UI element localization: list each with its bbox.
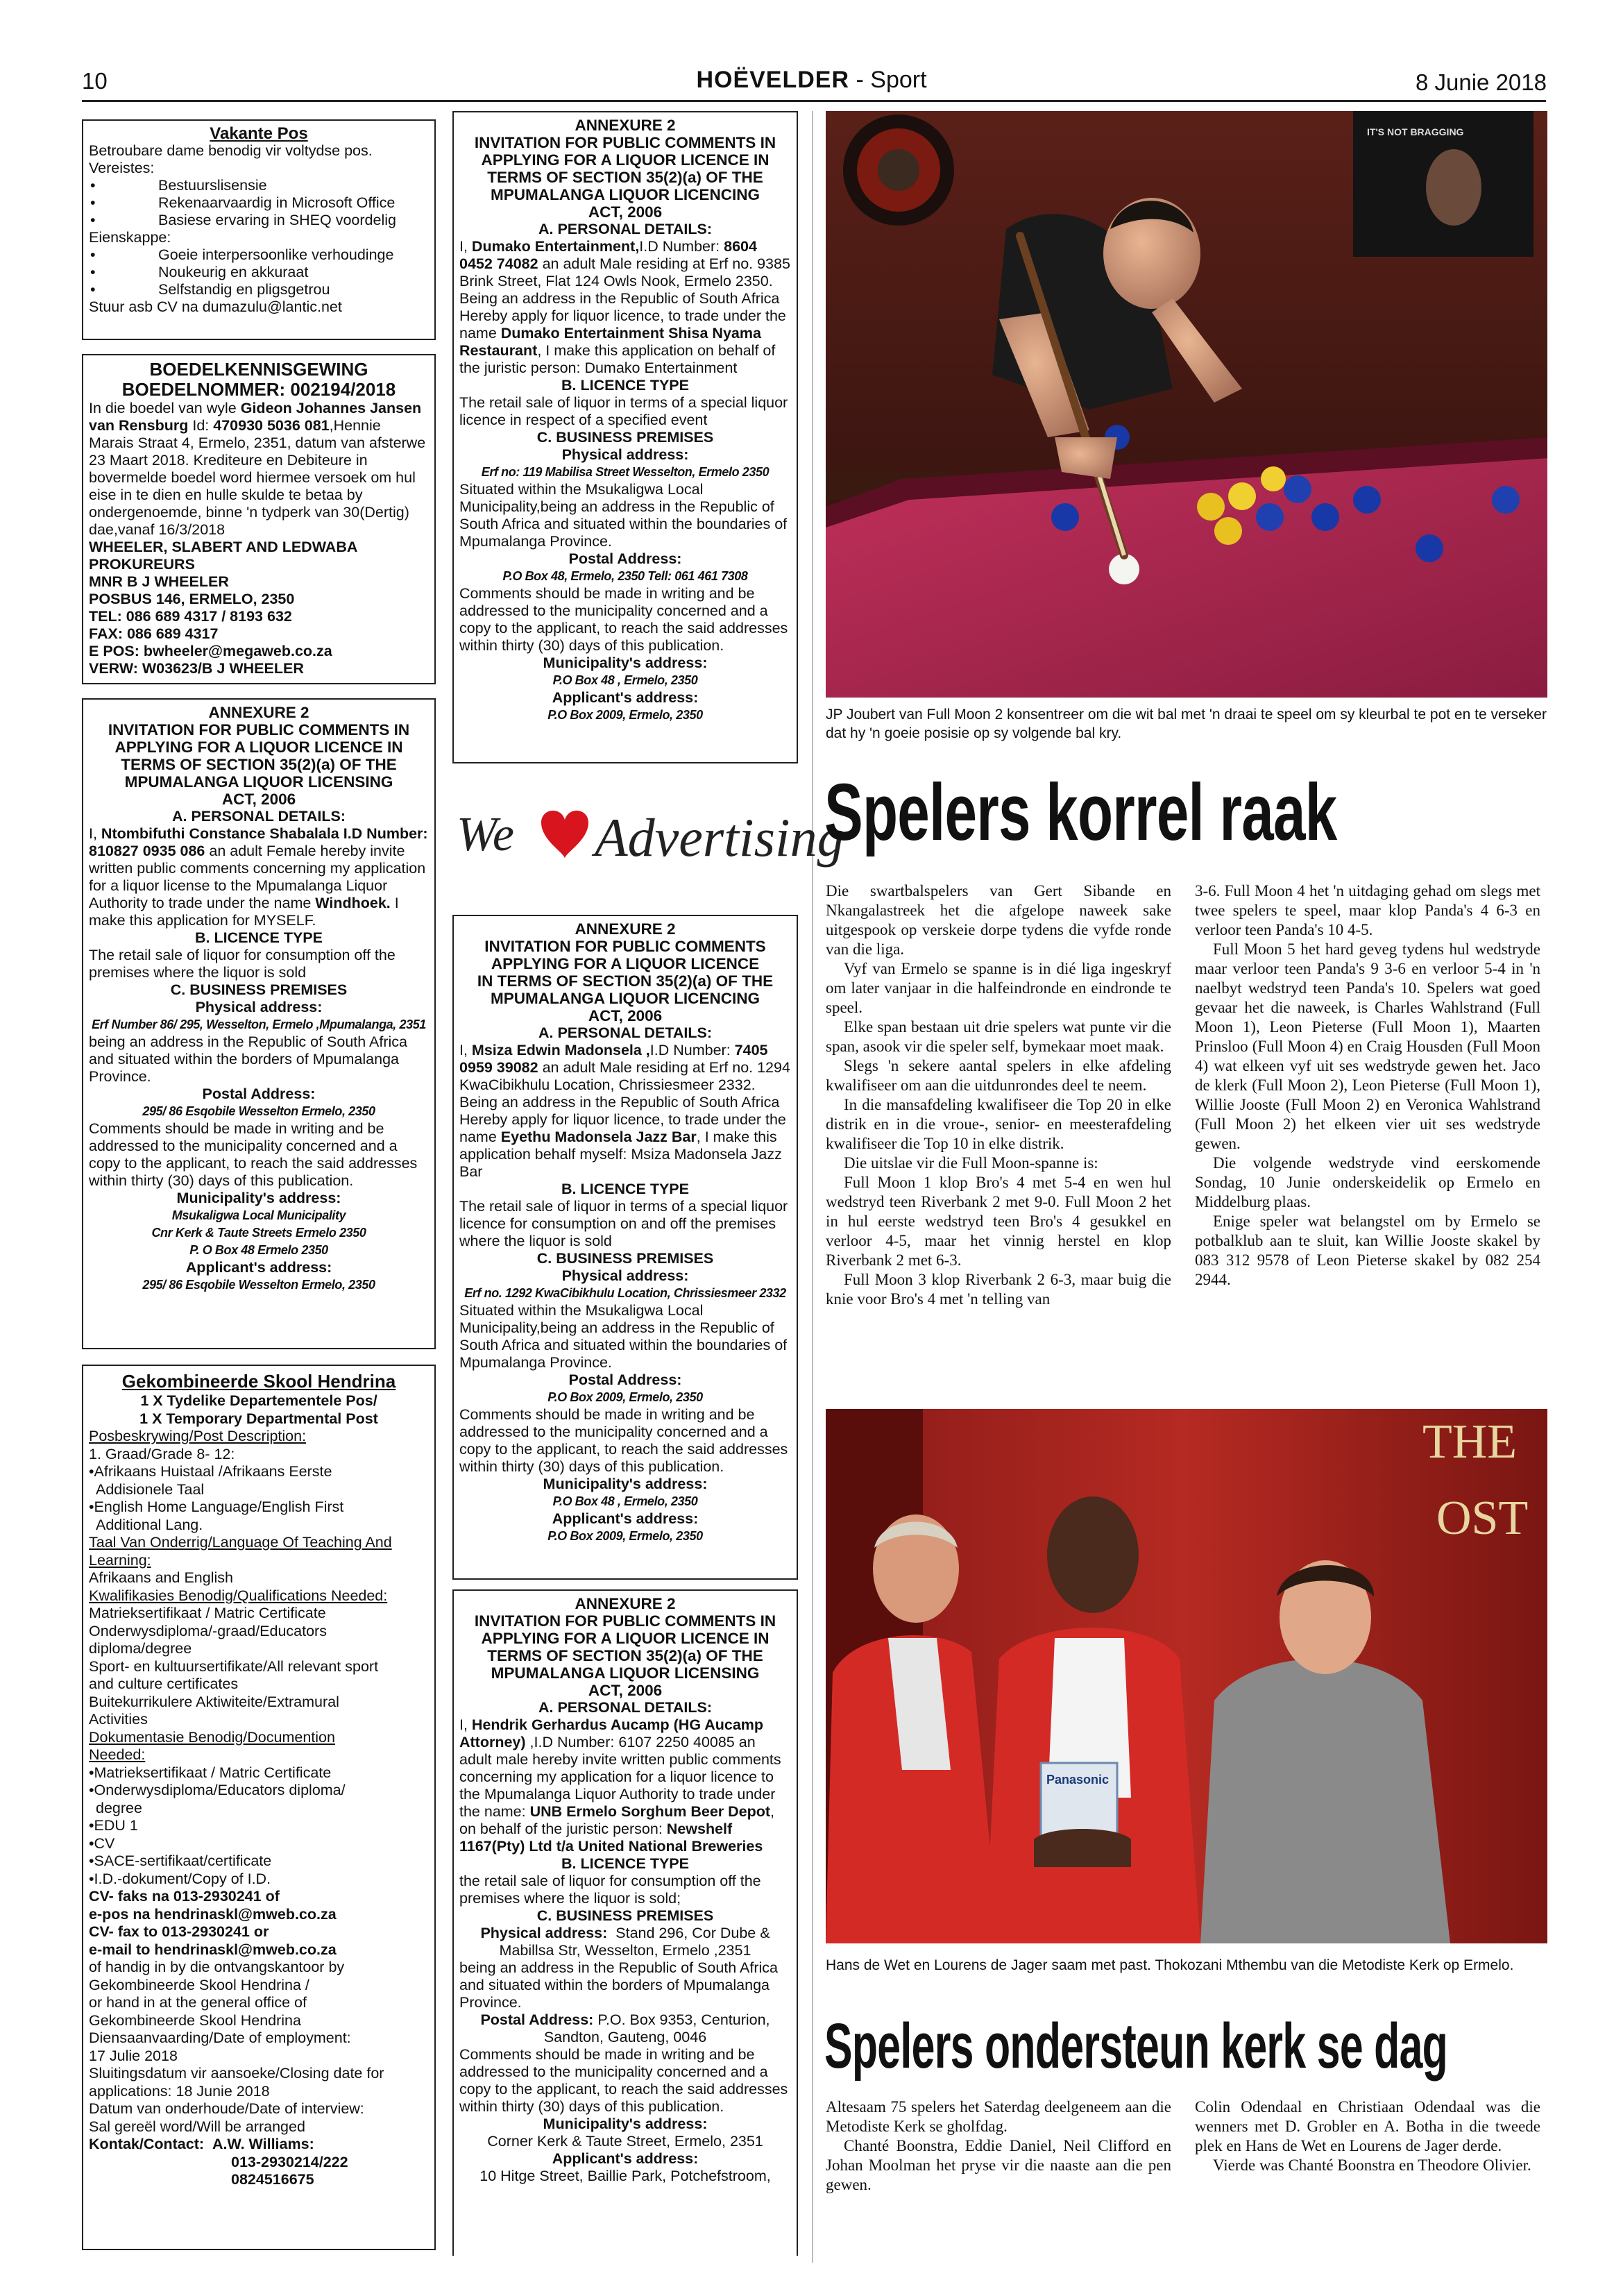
sign-text: THE (1422, 1415, 1518, 1469)
list-item: • Bestuurslisensie (89, 177, 429, 194)
postal-address-line: Sandton, Gauteng, 0046 (543, 2029, 707, 2045)
municipality-address: P.O Box 48 , Ermelo, 2350 (552, 1494, 698, 1508)
annexure-shabalala (82, 698, 436, 1349)
vakante-pos-intro: Betroubare dame benodig vir voltydse pos. (89, 142, 373, 159)
applicant-label: Applicant's address: (552, 689, 699, 706)
section-b-heading: B. LICENCE TYPE (561, 1181, 689, 1197)
skool-detail-line: or hand in at the general office of (89, 1994, 307, 2011)
skool-detail-line: •I.D.-dokument/Copy of I.D. (89, 1870, 271, 1887)
group-photo-caption: Hans de Wet en Lourens de Jager saam met past. Thokozani Mthembu van die Metodiste Kerk op Ermelo. (826, 1957, 1514, 1973)
person-middle-head (1047, 1496, 1139, 1613)
applicant-label: Applicant's address: (552, 2150, 699, 2167)
article-paragraph: Die swartbalspelers van Gert Sibande en Nkangalastreek het die afgelope naweek sake uitgespook op verskeie dorpe tydens die vyfde ronde van die liga. (826, 882, 1171, 958)
skool-detail-line: e-pos na hendrinaskl@mweb.co.za (89, 1905, 337, 1923)
municipality-address: P. O Box 48 Ermelo 2350 (189, 1243, 328, 1257)
person-right-sweater (1200, 1659, 1450, 1943)
skool-detail-line: •EDU 1 (89, 1817, 138, 1834)
annexure-title: ANNEXURE 2 INVITATION FOR PUBLIC COMMENTS APPLYING FOR A LIQUOR LICENCE IN TERMS OF SECTION 35(2)(a) OF THE MPUMALANGA LIQUOR LICENCING ACT, 2006 (477, 920, 774, 1024)
comments-text: Comments should be made in writing and be addressed to the municipality concerned and a copy to the applicant, to reach the said addresses within thirty (30) days of this publication. (459, 585, 788, 654)
postal-address-label: Postal Address: (568, 550, 682, 567)
skool-detail-line: Kwalifikasies Benodig/Qualifications Needed: (89, 1587, 388, 1604)
we-text: We (457, 808, 514, 861)
annexure-aucamp (452, 1589, 798, 2256)
skool-detail-line: and culture certificates (89, 1675, 239, 1692)
postal-address: P.O Box 2009, Ermelo, 2350 (547, 1390, 703, 1404)
advertising-text: Advertising (595, 807, 844, 868)
article-paragraph: 3-6. Full Moon 4 het 'n uitdaging gehad om slegs met twee spelers te speel, maar klop Panda's 4 6-3 en verloor teen Panda's 10 4-5. (1195, 882, 1540, 938)
physical-address-label: Physical address: (195, 999, 323, 1015)
postal-address-label: Postal Address: (568, 1371, 682, 1388)
article-paragraph: Full Moon 3 klop Riverbank 2 6-3, maar buig die knie voor Bro's 4 met 'n telling van (826, 1271, 1171, 1308)
article-paragraph: Die uitslae vir die Full Moon-spanne is: (844, 1154, 1098, 1172)
skool-detail-line: •English Home Language/English First (89, 1499, 344, 1515)
postal-address: 295/ 86 Esqobile Wesselton Ermelo, 2350 (142, 1104, 375, 1118)
boedel-title: BOEDELKENNISGEWING (149, 359, 368, 380)
section-c-heading: C. BUSINESS PREMISES (170, 981, 348, 998)
municipality-label: Municipality's address: (543, 2116, 708, 2132)
skool-detail-line: 1. Graad/Grade 8- 12: (89, 1445, 235, 1462)
group-photo (826, 1409, 1547, 1943)
skool-detail-line: Activities (89, 1711, 148, 1728)
article-paragraph: Colin Odendaal en Christiaan Odendaal was die wenners met D. Grobler en A. Botha in die tweede plek en Hans de Wet en Lourens de Jager derde. (1195, 2098, 1540, 2154)
physical-address-text: Situated within the Msukaligwa Local Municipality,being an address in the Republic of South Africa and situated within the boundaries of Mpumalanga Province. (459, 481, 788, 550)
vakante-pos-title: Vakante Pos (210, 124, 308, 143)
heart-icon (541, 811, 588, 859)
physical-address: Erf no. 1292 KwaCibikhulu Location, Chrissiesmeer 2332 (464, 1286, 786, 1300)
column-separator (812, 111, 813, 2263)
comments-text: Comments should be made in writing and be addressed to the municipality concerned and a copy to the applicant, to reach the said addresses within thirty (30) days of this publication. (459, 2046, 788, 2115)
headline-spelers-korrel-raak: Spelers korrel raak (824, 767, 1337, 857)
licence-type-text: The retail sale of liquor for consumption off the premises where the liquor is sold (89, 947, 396, 981)
skool-detail-line: applications: 18 Junie 2018 (89, 2082, 270, 2100)
applicant-address: P.O Box 2009, Ermelo, 2350 (547, 1529, 703, 1543)
section-b-heading: B. LICENCE TYPE (561, 1855, 689, 1872)
section-b-heading: B. LICENCE TYPE (561, 377, 689, 394)
section-c-heading: C. BUSINESS PREMISES (536, 1250, 714, 1267)
skool-detail-line: Diensaanvaarding/Date of employment: (89, 2029, 351, 2046)
pool-player-photo (826, 111, 1547, 698)
section-a-heading: A. PERSONAL DETAILS: (538, 1699, 713, 1716)
skool-detail-line: Needed: (89, 1746, 146, 1763)
skool-detail-line: Matrieksertifikaat / Matric Certificate (89, 1605, 326, 1621)
skool-detail-line: 17 Julie 2018 (89, 2047, 178, 2064)
boedel-body: In die boedel van wyle Gideon Johannes Jansen van Rensburg Id: 470930 5036 081,Hennie Marais Straat 4, Ermelo, 2351, datum van afsterwe 23 Maart 2018. Krediteure en Debiteure in bovermelde boedel word hiermee versoek om hul eise in te dien en hulle skulde te betaa by ondergenoemde, binne 'n tydperk van 30(Dertig) dae,vanaf 16/3/2018 (89, 400, 426, 538)
postal-address: Postal Address: P.O. Box 9353, Centurion, (480, 2011, 770, 2028)
physical-address-label: Physical address: (561, 1267, 689, 1284)
skool-detail-line: Posbeskrywing/Post Description: (89, 1428, 307, 1444)
municipality-label: Municipality's address: (543, 655, 708, 671)
vereistes-label: Vereistes: (89, 160, 155, 176)
licence-type-text: The retail sale of liquor in terms of a special liquor licence for consumption on and off the premises where the liquor is sold (459, 1198, 788, 1249)
skool-detail-line: Sal gereël word/Will be arranged (89, 2118, 305, 2135)
skool-detail-line: •SACE-sertifikaat/certificate (89, 1852, 272, 1869)
page-number: 10 (82, 68, 108, 94)
sign-text: OST (1436, 1492, 1529, 1545)
section-b-heading: B. LICENCE TYPE (195, 929, 323, 946)
article-kerk-col1 (826, 2097, 1171, 2195)
skool-detail-line: Afrikaans and English (89, 1569, 233, 1586)
annexure-dumako (452, 111, 798, 763)
article-paragraph: Elke span bestaan uit drie spelers wat punte vir die span, asook vir die speler self, bymekaar moet maak. (826, 1018, 1171, 1055)
applicant-address: 10 Hitge Street, Baillie Park, Potchefstroom, (479, 2168, 771, 2184)
masthead (0, 67, 1623, 94)
physical-address-label: Physical address: (561, 446, 689, 463)
personal-details: I, Msiza Edwin Madonsela ,I.D Number: 7405 0959 39082 an adult Male residing at Erf no. 1294 KwaCibikhulu Location, Chrissiesmeer 2332. Being an address in the Republic of South Africa Hereby apply for liquor licence, to trade under the name Eyethu Madonsela Jazz Bar, I make this application behalf myself: Msiza Madonsela Jazz Bar (459, 1042, 790, 1180)
header-rule (82, 100, 1546, 102)
pool-photo-caption: JP Joubert van Full Moon 2 konsentreer om die wit bal met 'n draai te speel om sy kleurbal te pot en te verseker dat hy 'n goeie posisie op sy volgende bal kry. (826, 707, 1547, 741)
list-item: • Noukeurig en akkuraat (89, 264, 429, 281)
comments-text: Comments should be made in writing and be addressed to the municipality concerned and a copy to the applicant, to reach the said addresses within thirty (30) days of this publication. (89, 1120, 418, 1189)
headline-spelers-ondersteun: Spelers ondersteun kerk se dag (824, 2011, 1448, 2082)
applicant-address: 295/ 86 Esqobile Wesselton Ermelo, 2350 (142, 1278, 375, 1292)
vakante-pos-ad (82, 119, 436, 340)
section-c-heading: C. BUSINESS PREMISES (536, 1907, 714, 1924)
personal-details: I, Dumako Entertainment,I.D Number: 8604 0452 74082 an adult Male residing at Erf no. 9385 Brink Street, Flat 124 Owls Nook, Ermelo 2350. Being an address in the Republic of South Africa Hereby apply for liquor licence, to trade under the name Dumako Entertainment Shisa Nyama Restaurant, I make this application on behalf of the juristic person: Dumako Entertainment (459, 238, 790, 376)
annexure-title: ANNEXURE 2 INVITATION FOR PUBLIC COMMENTS IN APPLYING FOR A LIQUOR LICENCE IN TERMS OF SECTION 35(2)(a) OF THE MPUMALANGA LIQUOR LICENSING ACT, 2006 (108, 704, 410, 808)
annexure-madonsela (452, 915, 798, 1580)
section-c-heading: C. BUSINESS PREMISES (536, 429, 714, 446)
physical-address-text: being an address in the Republic of South Africa and situated within the borders of Mpumalanga Province. (89, 1033, 407, 1085)
physical-address: Physical address: Stand 296, Cor Dube & (480, 1925, 770, 1941)
physical-address-text: Situated within the Msukaligwa Local Municipality,being an address in the Republic of South Africa and situated within the boundaries of Mpumalanga Province. (459, 1302, 788, 1371)
list-item: • Goeie interpersoonlike verhoudinge (89, 246, 429, 264)
skool-detail-line: diploma/degree (89, 1640, 192, 1657)
skool-detail-line: •Onderwysdiploma/Educators diploma/ (89, 1782, 346, 1798)
applicant-label: Applicant's address: (552, 1510, 699, 1527)
poster-text: IT'S NOT BRAGGING (1367, 126, 1464, 137)
article-paragraph: Slegs 'n sekere aantal spelers in elke afdeling kwalifiseer om aan die uitdunrondes deel te neem. (826, 1057, 1171, 1094)
skool-details (89, 1428, 429, 2136)
article-paragraph: Altesaam 75 spelers het Saterdag deelgeneem aan die Metodiste Kerk se gholfdag. (826, 2098, 1171, 2135)
eienskappe-list (89, 246, 429, 298)
section-a-heading: A. PERSONAL DETAILS: (171, 808, 346, 825)
skool-detail-line: degree (96, 1799, 142, 1816)
comments-text: Comments should be made in writing and be addressed to the municipality concerned and a copy to the applicant, to reach the said addresses within thirty (30) days of this publication. (459, 1406, 788, 1475)
list-item: • Rekenaarvaardig in Microsoft Office (89, 194, 429, 212)
article-paragraph: Full Moon 5 het hard geveg tydens hul wedstryde maar verloor teen Panda's 9 3-6 en verloor 5-4 in 'n naelbyt wedstryd teen Panda's 10. Spelers wat goed gevaar het die naweek, is Charles Wahlstrand (Full Moon 1), Leon Pieterse (Full Moon 1), Maarten Prinsloo (Full Moon 4) en Craig Housden (Full Moon 4) wat elkeen vyf uit ses wedstryde gewen het. Jaco de klerk (Full Moon 2), Leon Pieterse (Full Moon 1), Willie Jooste (Full Moon 2) en Veronica Wahlstrand (Full Moon 2) het elkeen vier uit ses wedstryde gewen. (1195, 940, 1540, 1152)
skool-detail-line: Datum van onderhoude/Date of interview: (89, 2100, 364, 2117)
physical-address-text: being an address in the Republic of South Africa and situated within the borders of Mpumalanga Province. (459, 1959, 778, 2011)
article-korrel-col1 (826, 881, 1171, 1309)
skool-detail-line: Buitekurrikulere Aktiwiteite/Extramural (89, 1693, 339, 1710)
skool-detail-line: Sport- en kultuursertifikate/All relevant sport (89, 1657, 379, 1675)
article-paragraph: Full Moon 1 klop Bro's 4 met 5-4 en wen hul wedstryd teen Riverbank 2 met 9-0. Full Moon 2 het in hul eerste wedstryd teen Bro's 4 gesukkel en verloor 4-5, maar het vinnig herstel en klop Riverbank 2 met 6-3. (826, 1174, 1171, 1269)
skool-detail-line: CV- fax to 013-2930241 or (89, 1923, 269, 1940)
municipality-address: Msukaligwa Local Municipality (171, 1208, 346, 1222)
post-line: 1 X Temporary Departmental Post (139, 1410, 378, 1427)
postal-address-label: Postal Address: (202, 1086, 316, 1102)
post-line: 1 X Tydelike Departementele Pos/ (140, 1392, 377, 1409)
municipality-label: Municipality's address: (543, 1476, 708, 1492)
skool-detail-line: •Matrieksertifikaat / Matric Certificate (89, 1764, 332, 1781)
section-a-heading: A. PERSONAL DETAILS: (538, 221, 713, 237)
annexure-title: ANNEXURE 2 INVITATION FOR PUBLIC COMMENTS IN APPLYING FOR A LIQUOR LICENCE IN TERMS OF SECTION 35(2)(a) OF THE MPUMALANGA LIQUOR LICENSING ACT, 2006 (474, 1595, 776, 1699)
article-paragraph: Die volgende wedstryde vind eerskomende Sondag, 10 Junie onderskeidelik op Ermelo en Middelburg plaas. (1195, 1154, 1540, 1210)
applicant-address: P.O Box 2009, Ermelo, 2350 (547, 708, 703, 722)
municipality-address: Cnr Kerk & Taute Streets Ermelo 2350 (151, 1226, 366, 1240)
list-item: • Basiese ervaring in SHEQ voordelig (89, 212, 429, 229)
we-love-advertising-logo (452, 781, 844, 885)
boedel-number: BOEDELNOMMER: 002194/2018 (121, 379, 396, 400)
article-kerk-col2 (1195, 2097, 1540, 2175)
municipality-address: P.O Box 48 , Ermelo, 2350 (552, 673, 698, 687)
publication-name: HOËVELDER (696, 67, 850, 93)
boedel-footer: WHEELER, SLABERT AND LEDWABA PROKUREURS MNR B J WHEELER POSBUS 146, ERMELO, 2350 TEL: 086 689 4317 / 8193 632 FAX: 086 689 4317 E POS: bwheeler@megaweb.co.za VERW: W03623/B J WHEELER (89, 539, 358, 677)
article-paragraph: Enige speler wat belangstel om by Ermelo se potbalklub aan te sluit, kan Willie Jooste skakel by 083 312 9578 of Leon Pieterse skakel by 082 254 2944. (1195, 1213, 1540, 1288)
licence-type-text: The retail sale of liquor in terms of a special liquor licence in respect of a specified event (459, 394, 788, 428)
skool-detail-line: Addisionele Taal (96, 1480, 205, 1498)
skool-contact: Kontak/Contact: A.W. Williams: 013-2930214/222 0824516675 (89, 2136, 348, 2188)
skool-detail-line: Gekombineerde Skool Hendrina (89, 2011, 301, 2029)
article-korrel-col2 (1195, 881, 1540, 1290)
article-paragraph: In die mansafdeling kwalifiseer die Top 20 in elke distrik en in die vroue-, senior- en meesterafdeling kwalifiseer die Top 10 in elke distrik. (826, 1096, 1171, 1152)
vereistes-list (89, 177, 429, 229)
article-paragraph: Vierde was Chanté Boonstra en Theodore Olivier. (1213, 2156, 1531, 2174)
skool-detail-line: Dokumentasie Benodig/Documention (89, 1728, 335, 1746)
physical-address-line: Mabillsa Str, Wesselton, Ermelo ,2351 (499, 1942, 751, 1959)
skool-detail-line: CV- faks na 013-2930241 of (89, 1888, 280, 1905)
skool-title: Gekombineerde Skool Hendrina (121, 1371, 396, 1392)
skool-detail-line: Sluitingsdatum vir aansoeke/Closing date for (89, 2065, 384, 2082)
physical-address: Erf Number 86/ 295, Wesselton, Ermelo ,Mpumalanga, 2351 (92, 1018, 426, 1031)
personal-details: I, Hendrik Gerhardus Aucamp (HG Aucamp Attorney) ,I.D Number: 6107 2250 40085 an adult male hereby invite written public comments concerning my application for a liquor licence to the Mpumalanga Liquor Authority to trade under the name: UNB Ermelo Sorghum Beer Depot, on behalf of the juristic person: Newshelf 1167(Pty) Ltd t/a United National Breweries (459, 1716, 781, 1855)
applicant-label: Applicant's address: (185, 1259, 332, 1276)
annexure-title: ANNEXURE 2 INVITATION FOR PUBLIC COMMENTS IN APPLYING FOR A LIQUOR LICENCE IN TERMS OF SECTION 35(2)(a) OF THE MPUMALANGA LIQUOR LICENCING ACT, 2006 (474, 117, 776, 221)
municipality-label: Municipality's address: (176, 1190, 341, 1206)
skool-detail-line: Taal Van Onderrig/Language Of Teaching And (89, 1534, 392, 1551)
skool-vacancy-ad (82, 1365, 436, 2250)
skool-detail-line: of handig in by die ontvangskantoor by (89, 1959, 345, 1975)
personal-details: I, Ntombifuthi Constance Shabalala I.D Number: 810827 0935 086 an adult Female hereby invite written public comments concerning my application for a liquor license to the Mpumalanga Liquor Authority to trade under the name Windhoek. I make this application for MYSELF. (89, 825, 428, 929)
article-paragraph: Vyf van Ermelo se spanne is in dié liga ingeskryf om later vanjaar in die halfeindronde en eindronde te speel. (826, 960, 1171, 1016)
eienskappe-label: Eienskappe: (89, 229, 171, 246)
section-name: - Sport (849, 67, 927, 93)
prize-box-label: Panasonic (1046, 1773, 1110, 1787)
article-paragraph: Chanté Boonstra, Eddie Daniel, Neil Clifford en Johan Moolman het pryse vir die naaste aan die pen gewen. (826, 2137, 1171, 2193)
boedel-notice (82, 354, 436, 684)
skool-detail-line: •Afrikaans Huistaal /Afrikaans Eerste (89, 1463, 332, 1480)
skool-detail-line: Learning: (89, 1551, 151, 1569)
skool-detail-line: Additional Lang. (96, 1516, 203, 1533)
section-a-heading: A. PERSONAL DETAILS: (538, 1024, 713, 1041)
postal-address: P.O Box 48, Ermelo, 2350 Tell: 061 461 7308 (502, 569, 748, 583)
skool-detail-line: •CV (89, 1834, 115, 1852)
vakante-pos-footer: Stuur asb CV na dumazulu@lantic.net (89, 298, 342, 315)
page-date: 8 Junie 2018 (1416, 69, 1547, 95)
physical-address: Erf no: 119 Mabilisa Street Wesselton, Ermelo 2350 (481, 465, 770, 479)
list-item: • Selfstandig en pligsgetrou (89, 281, 429, 298)
licence-type-text: the retail sale of liquor for consumption off the premises where the liquor is sold; (459, 1873, 761, 1907)
skool-detail-line: Onderwysdiploma/-graad/Educators (89, 1622, 327, 1639)
municipality-address: Corner Kerk & Taute Street, Ermelo, 2351 (487, 2133, 763, 2150)
skool-detail-line: Gekombineerde Skool Hendrina / (89, 1976, 309, 1993)
skool-detail-line: e-mail to hendrinaskl@mweb.co.za (89, 1941, 337, 1958)
